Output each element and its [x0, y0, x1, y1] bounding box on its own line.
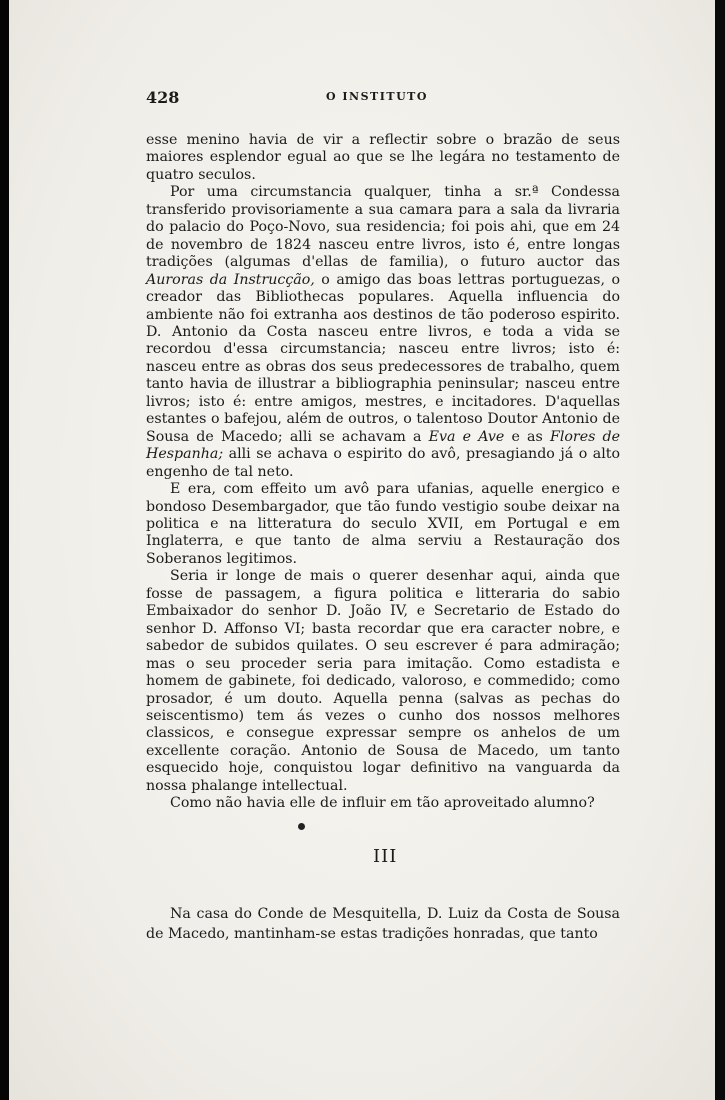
paragraph-4 [146, 568, 620, 795]
paragraph-5 [146, 795, 620, 812]
title-eva-e-ave: Eva e Ave [428, 428, 505, 445]
paragraph-2 [146, 184, 620, 481]
title-flores: Flores de Hespanha; [146, 428, 621, 463]
section-heading: III [373, 846, 398, 867]
paragraph-5-text: Como não havia elle de influir em tão aproveitado alumno? [170, 795, 595, 812]
paragraph-2-text-d: alli se achava o espirito do avô, presagiando já o alto engenho de tal neto. [146, 446, 620, 480]
scan-edge-right [715, 0, 725, 1100]
paragraph-3 [146, 481, 620, 568]
title-auroras: Auroras da Instrucção, [146, 271, 315, 288]
paragraph-4-text: Seria ir longe de mais o querer desenhar aqui, ainda que fosse de passagem, a figura politica e litteraria do sabio Embaixador do senhor D. João IV, e Secretario de Estado do senhor D. Affonso VI; basta recordar que era caracter nobre, e sabedor de subidos quilates. O seu escrever é para admiração; mas o seu proceder seria para imitação. Como estadista e homem de gabinete, foi dedicado, valoroso, e commedido; como prosador, é um douto. Aquella penna (salvas as pechas do seiscentismo) tem ás vezes o cunho dos nossos melhores classicos, e consegue expressar sempre os anhelos de um excellente coração. Antonio de Sousa de Macedo, um tanto esquecido hoje, conquistou logar definitivo na vanguarda da nossa phalange intellectual. [146, 568, 620, 794]
section-text [146, 904, 620, 944]
paragraph-3-text: E era, com effeito um avô para ufanias, aquelle energico e bondoso Desembargador, que tão fundo vestigio soube deixar na politica e na litteratura do seculo XVII, em Portugal e em Inglaterra, e que tanto de alma serviu a Restauração dos Soberanos legitimos. [146, 481, 620, 567]
paragraph-1-text: esse menino havia de vir a reflectir sobre o brazão de seus maiores esplendor egual ao que se lhe legára no testamento de quatro seculos. [146, 132, 620, 183]
running-title: O INSTITUTO [326, 90, 428, 103]
paragraph-1 [146, 132, 620, 184]
section-paragraph: Na casa do Conde de Mesquitella, D. Luiz da Costa de Sousa de Macedo, mantinham-se estas tradições honradas, que tanto [146, 906, 620, 942]
body-text [146, 132, 620, 813]
paragraph-2-text-b: o amigo das boas lettras portuguezas, o creador das Bibliothecas populares. Aquella influencia do ambiente não foi extranha aos destinos de tão poderoso espirito. D. Antonio da Costa nasceu entre livros, e toda a vida se recordou d'essa circumstancia; nasceu entre livros; isto é: nasceu entre as obras dos seus predecessores de trabalho, quem tanto havia de illustrar a bibliographia peninsular; nasceu entre livros; isto é: entre amigos, mestres, e incitadores. D'aquellas estantes o bafejou, além de outros, o talentoso Doutor Antonio de Sousa de Macedo; alli se achavam a [146, 271, 620, 445]
scan-edge-left [0, 0, 9, 1100]
paragraph-2-text-a: Por uma circumstancia qualquer, tinha a sr.ª Condessa transferido provisoriamente a sua camara para a sala da livraria do palacio do Poço-Novo, sua residencia; foi pois ahi, que em 24 de novembro de 1824 nasceu entre livros, isto é, entre longas tradições (algumas d'ellas de familia), o futuro auctor das [146, 184, 620, 271]
separator-dot [298, 823, 305, 830]
paragraph-2-text-c: e as [504, 428, 550, 445]
page-header [146, 88, 612, 112]
page-number: 428 [146, 88, 180, 107]
